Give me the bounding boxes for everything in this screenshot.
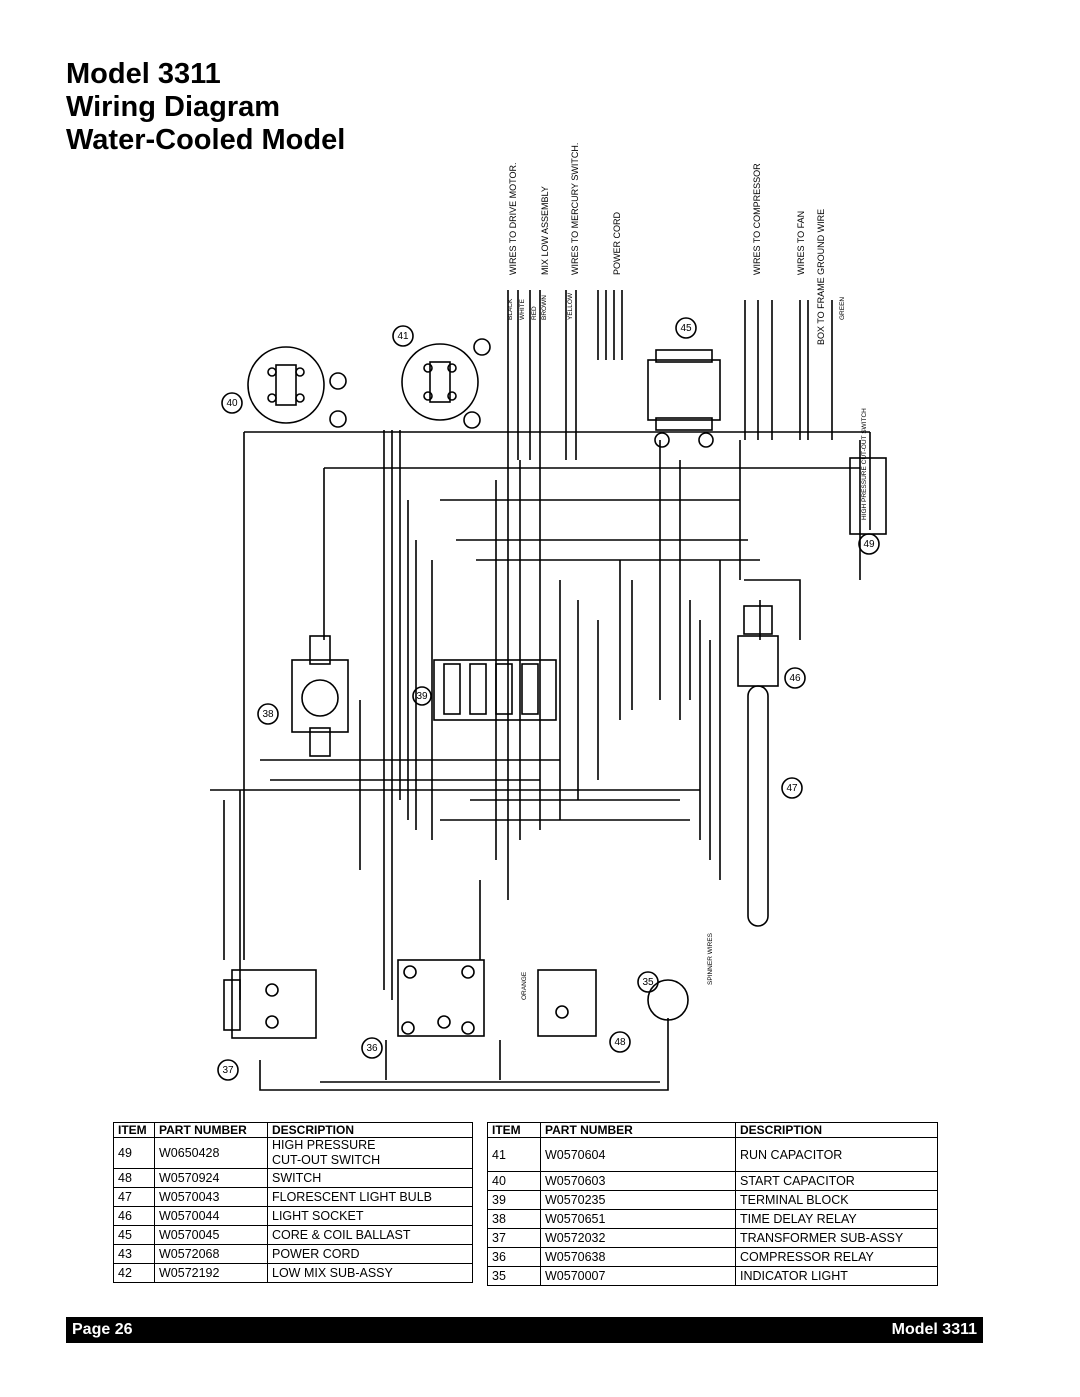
desc-line1: HIGH PRESSURE (272, 1138, 376, 1152)
table-row (488, 1191, 938, 1210)
page-footer (66, 1317, 983, 1343)
title-line-wiring: Wiring Diagram (66, 91, 281, 123)
label-compressor: WIRES TO COMPRESSOR (752, 163, 762, 275)
parts-table-right (487, 1122, 938, 1286)
col-description: DESCRIPTION (736, 1123, 938, 1138)
cell-item: 42 (114, 1264, 155, 1283)
time-delay-relay-38 (258, 636, 348, 756)
table-row (488, 1229, 938, 1248)
table-header-row (114, 1123, 473, 1138)
label-drive-motor: WIRES TO DRIVE MOTOR. (508, 162, 518, 275)
cell-item: 41 (488, 1138, 541, 1172)
cell-item: 48 (114, 1169, 155, 1188)
wire-color-brown: BROWN (541, 295, 548, 320)
table-row (488, 1138, 938, 1172)
top-wire-labels (508, 143, 826, 345)
cell-desc: LOW MIX SUB-ASSY (268, 1264, 473, 1283)
cell-desc (268, 1138, 473, 1169)
cell-part: W0570924 (155, 1169, 268, 1188)
cell-part: W0650428 (155, 1138, 268, 1169)
wire-color-red: RED (531, 306, 538, 320)
cell-part: W0570638 (541, 1248, 736, 1267)
callout-38: 38 (262, 709, 274, 720)
cell-desc: FLORESCENT LIGHT BULB (268, 1188, 473, 1207)
cell-desc: TRANSFORMER SUB-ASSY (736, 1229, 938, 1248)
table-row (114, 1207, 473, 1226)
cell-item: 40 (488, 1172, 541, 1191)
callout-48: 48 (614, 1037, 626, 1048)
cell-desc: TERMINAL BLOCK (736, 1191, 938, 1210)
desc-line2: CUT-OUT SWITCH (272, 1153, 381, 1167)
table-row (114, 1138, 473, 1169)
cell-item: 37 (488, 1229, 541, 1248)
title-line-model: Model 3311 (66, 58, 221, 90)
footer-model: Model 3311 (891, 1321, 977, 1338)
callout-47: 47 (786, 783, 798, 794)
label-mercury-switch: WIRES TO MERCURY SWITCH. (570, 142, 580, 275)
cell-part: W0570044 (155, 1207, 268, 1226)
cell-desc: START CAPACITOR (736, 1172, 938, 1191)
ballast-45 (648, 318, 720, 447)
cell-part: W0570603 (541, 1172, 736, 1191)
cell-part: W0570651 (541, 1210, 736, 1229)
table-row (114, 1188, 473, 1207)
callout-46: 46 (789, 673, 801, 684)
col-item: ITEM (114, 1123, 155, 1138)
table-row (488, 1210, 938, 1229)
cell-part: W0570235 (541, 1191, 736, 1210)
pressure-switch-label: HIGH PRESSURE CUT-OUT SWITCH (861, 408, 868, 520)
cell-part: W0572032 (541, 1229, 736, 1248)
cell-desc: TIME DELAY RELAY (736, 1210, 938, 1229)
cell-item: 49 (114, 1138, 155, 1169)
callout-36: 36 (366, 1043, 378, 1054)
table-row (488, 1172, 938, 1191)
wire-color-yellow: YELLOW (567, 292, 574, 320)
cell-part: W0570604 (541, 1138, 736, 1172)
cell-item: 38 (488, 1210, 541, 1229)
cell-desc: INDICATOR LIGHT (736, 1267, 938, 1286)
light-assembly-46-47 (738, 534, 879, 926)
table-row (114, 1264, 473, 1283)
cell-desc: LIGHT SOCKET (268, 1207, 473, 1226)
cell-part: W0570045 (155, 1226, 268, 1245)
table-row (488, 1248, 938, 1267)
spinner-wires-label: SPINNER WIRES (707, 932, 714, 985)
transformer-37 (218, 970, 316, 1080)
parts-table-left (113, 1122, 473, 1283)
col-item: ITEM (488, 1123, 541, 1138)
col-part-number: PART NUMBER (541, 1123, 736, 1138)
cell-desc: POWER CORD (268, 1245, 473, 1264)
cell-part: W0570043 (155, 1188, 268, 1207)
wire-color-white: WHITE (519, 299, 526, 320)
page-number: Page 26 (72, 1321, 133, 1338)
wire-color-green: GREEN (839, 296, 846, 320)
table-header-row (488, 1123, 938, 1138)
label-mix-low: MIX LOW ASSEMBLY (540, 186, 550, 275)
cell-item: 43 (114, 1245, 155, 1264)
callout-49: 49 (863, 539, 875, 550)
callout-40: 40 (226, 398, 238, 409)
cell-part: W0570007 (541, 1267, 736, 1286)
wire-color-black: BLACK (507, 298, 514, 320)
table-row (114, 1169, 473, 1188)
wire-color-orange: ORANGE (521, 971, 528, 1000)
table-row (114, 1245, 473, 1264)
cell-part: W0572068 (155, 1245, 268, 1264)
label-power-cord: POWER CORD (612, 212, 622, 275)
cell-desc: RUN CAPACITOR (736, 1138, 938, 1172)
callout-39: 39 (416, 691, 428, 702)
start-capacitor-40 (222, 347, 346, 427)
col-description: DESCRIPTION (268, 1123, 473, 1138)
cell-part: W0572192 (155, 1264, 268, 1283)
cell-desc: CORE & COIL BALLAST (268, 1226, 473, 1245)
cell-item: 35 (488, 1267, 541, 1286)
title-line-water: Water-Cooled Model (66, 124, 346, 156)
callout-37: 37 (222, 1065, 234, 1076)
table-row (488, 1267, 938, 1286)
callout-41: 41 (397, 331, 409, 342)
terminal-block-39 (413, 660, 556, 720)
cell-item: 45 (114, 1226, 155, 1245)
cell-item: 47 (114, 1188, 155, 1207)
compressor-relay-36 (362, 960, 484, 1058)
callout-45: 45 (680, 323, 692, 334)
cell-item: 39 (488, 1191, 541, 1210)
col-part-number: PART NUMBER (155, 1123, 268, 1138)
pressure-switch-box (850, 458, 886, 534)
label-ground: BOX TO FRAME GROUND WIRE (816, 208, 826, 345)
label-fan: WIRES TO FAN (796, 210, 806, 275)
cell-desc: SWITCH (268, 1169, 473, 1188)
table-row (114, 1226, 473, 1245)
cell-item: 36 (488, 1248, 541, 1267)
callout-35: 35 (642, 977, 654, 988)
cell-item: 46 (114, 1207, 155, 1226)
cell-desc: COMPRESSOR RELAY (736, 1248, 938, 1267)
